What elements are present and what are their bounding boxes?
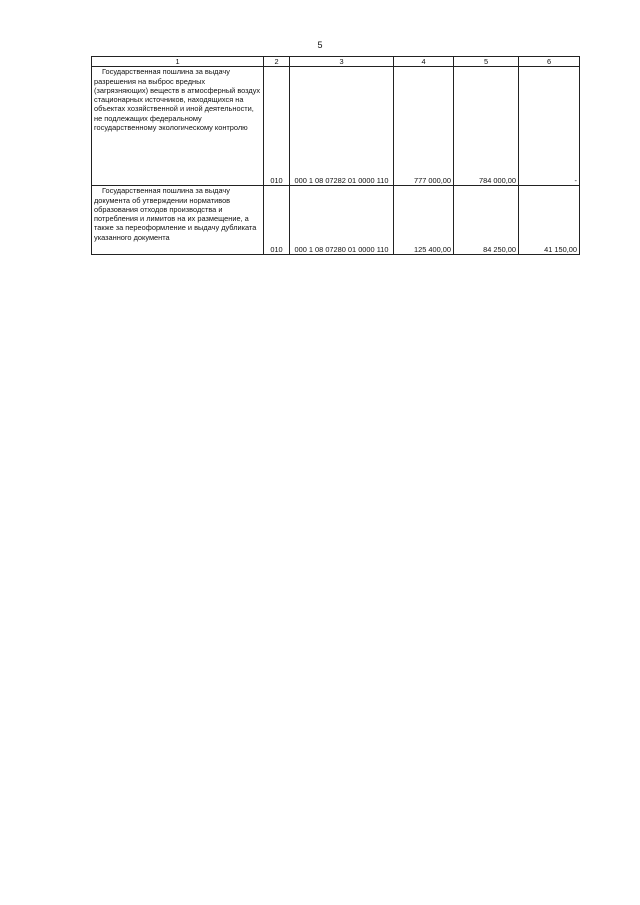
table-row [92, 67, 580, 186]
column-header: 3 [290, 57, 394, 67]
column-header: 6 [519, 57, 580, 67]
budget-revenue-table [91, 56, 580, 255]
prior-period-amount: 41 150,00 [519, 186, 580, 255]
column-header: 1 [92, 57, 264, 67]
approved-amount: 125 400,00 [394, 186, 454, 255]
admin-code: 010 [264, 67, 290, 186]
executed-amount: 784 000,00 [454, 67, 519, 186]
admin-code: 010 [264, 186, 290, 255]
column-number-row [92, 57, 580, 67]
table-row [92, 186, 580, 255]
column-header: 2 [264, 57, 290, 67]
column-header: 4 [394, 57, 454, 67]
executed-amount: 84 250,00 [454, 186, 519, 255]
column-header: 5 [454, 57, 519, 67]
prior-period-amount: - [519, 67, 580, 186]
budget-classification-code: 000 1 08 07282 01 0000 110 [290, 67, 394, 186]
revenue-name: Государственная пошлина за выдачу разрешения на выброс вредных (загрязняющих) веществ в атмосферный воздух стационарных источников, находящихся на объектах хозяйственной и иной деятельности, не подлежащих федеральному государственному экологическому контролю [92, 67, 264, 186]
budget-classification-code: 000 1 08 07280 01 0000 110 [290, 186, 394, 255]
revenue-name: Государственная пошлина за выдачу документа об утверждении нормативов образования отходов производства и потребления и лимитов на их размещение, а также за переоформление и выдачу дубликата указанного документа [92, 186, 264, 255]
approved-amount: 777 000,00 [394, 67, 454, 186]
page-number: 5 [317, 40, 323, 50]
